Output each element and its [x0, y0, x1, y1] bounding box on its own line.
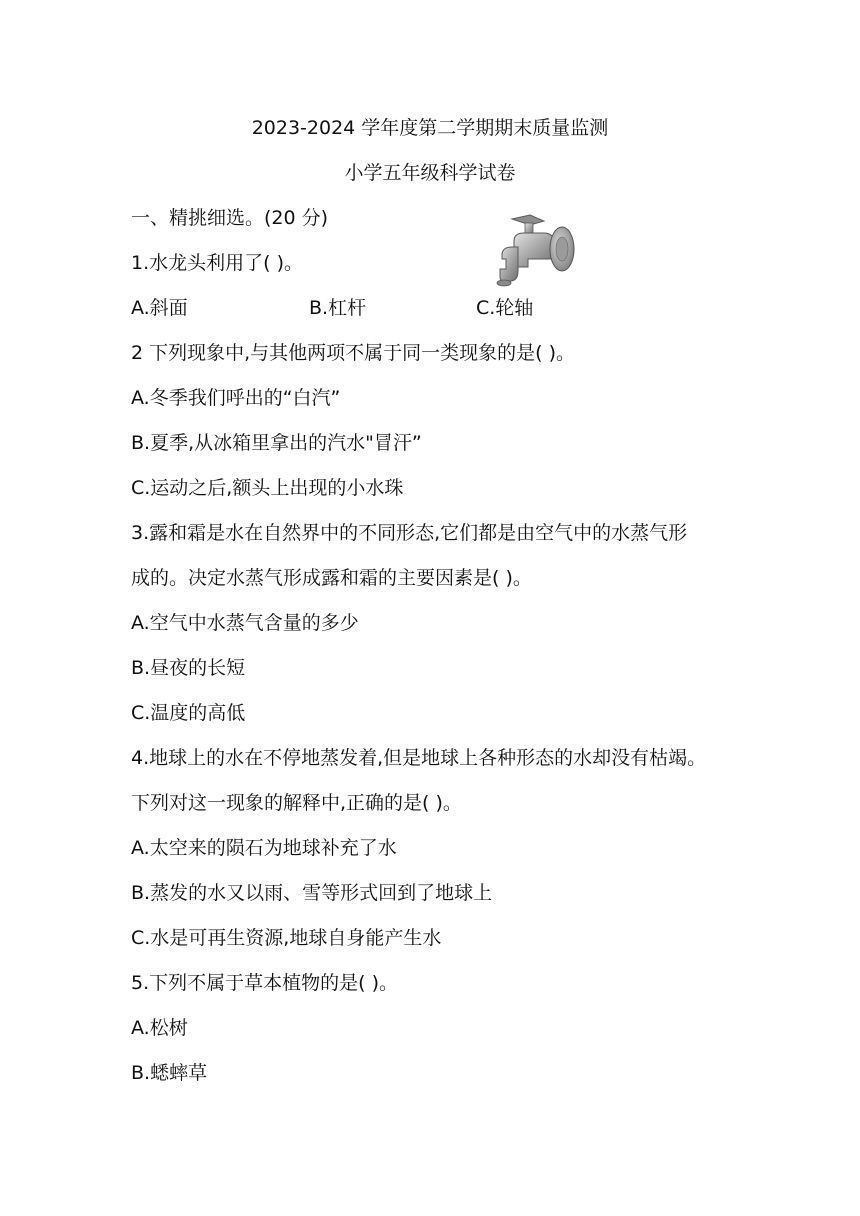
- question-3-stem-line-1: 3.露和霜是水在自然界中的不同形态,它们都是由空气中的水蒸气形: [131, 522, 688, 544]
- section-heading: 一、精挑细选。(20 分): [131, 207, 329, 229]
- question-3-option-c: C.温度的高低: [131, 702, 246, 724]
- question-3-option-a: A.空气中水蒸气含量的多少: [131, 612, 359, 634]
- faucet-icon: [492, 211, 576, 289]
- question-5-option-a: A.松树: [131, 1017, 188, 1039]
- question-5-option-b: B.蟋蟀草: [131, 1062, 208, 1084]
- question-3-stem-line-2: 成的。决定水蒸气形成露和霜的主要因素是( )。: [131, 567, 532, 589]
- question-1-option-a: A.斜面: [131, 297, 188, 319]
- question-2-option-c: C.运动之后,额头上出现的小水珠: [131, 477, 404, 499]
- exam-title: 2023-2024 学年度第二学期期末质量监测: [251, 117, 609, 139]
- question-2-option-b: B.夏季,从冰箱里拿出的汽水"冒汗”: [131, 432, 422, 454]
- question-3-option-b: B.昼夜的长短: [131, 657, 246, 679]
- question-4-stem-line-2: 下列对这一现象的解释中,正确的是( )。: [131, 792, 462, 814]
- question-2-option-a: A.冬季我们呼出的“白汽”: [131, 387, 341, 409]
- question-1-stem: 1.水龙头利用了( )。: [131, 252, 303, 274]
- question-2-stem: 2 下列现象中,与其他两项不属于同一类现象的是( )。: [131, 342, 576, 364]
- question-4-option-c: C.水是可再生资源,地球自身能产生水: [131, 927, 442, 949]
- question-1-option-b: B.杠杆: [309, 297, 367, 319]
- question-4-stem-line-1: 4.地球上的水在不停地蒸发着,但是地球上各种形态的水却没有枯竭。: [131, 747, 707, 769]
- question-4-option-a: A.太空来的陨石为地球补充了水: [131, 837, 397, 859]
- exam-subtitle: 小学五年级科学试卷: [344, 162, 516, 184]
- question-1-option-c: C.轮轴: [476, 297, 534, 319]
- question-4-option-b: B.蒸发的水又以雨、雪等形式回到了地球上: [131, 882, 493, 904]
- question-5-stem: 5.下列不属于草本植物的是( )。: [131, 972, 398, 994]
